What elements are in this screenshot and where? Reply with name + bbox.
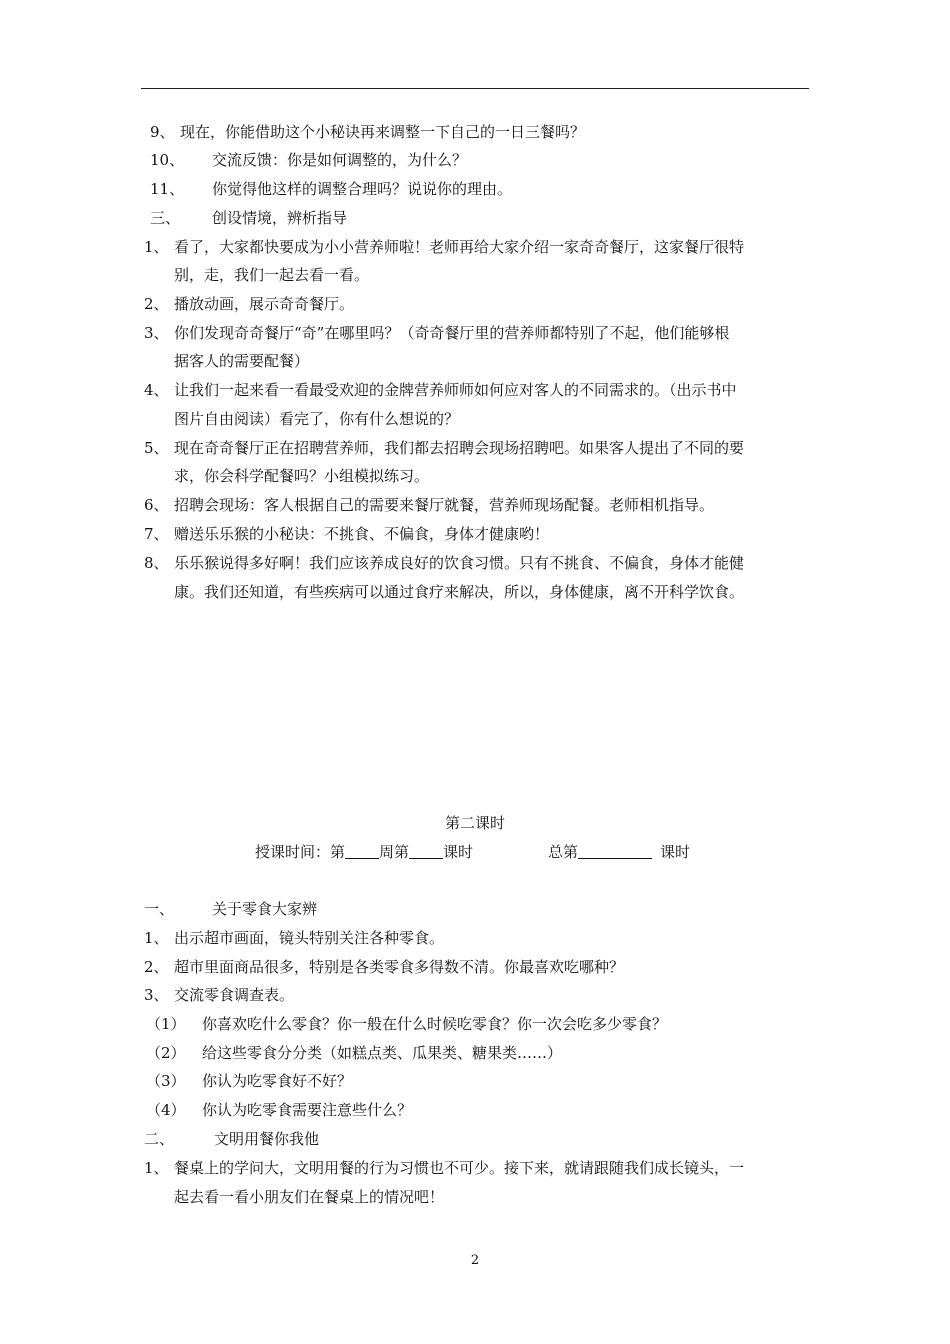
lesson-total: 总第 课时	[548, 843, 691, 861]
header-rule	[141, 88, 809, 89]
lesson-schedule: 授课时间：第 周第 课时	[255, 843, 474, 861]
page-number: 2	[470, 1253, 480, 1268]
lesson-title: 第二课时	[444, 814, 505, 832]
period-blank[interactable]	[409, 842, 443, 859]
week-blank[interactable]	[345, 842, 379, 859]
total-blank[interactable]	[578, 842, 652, 859]
